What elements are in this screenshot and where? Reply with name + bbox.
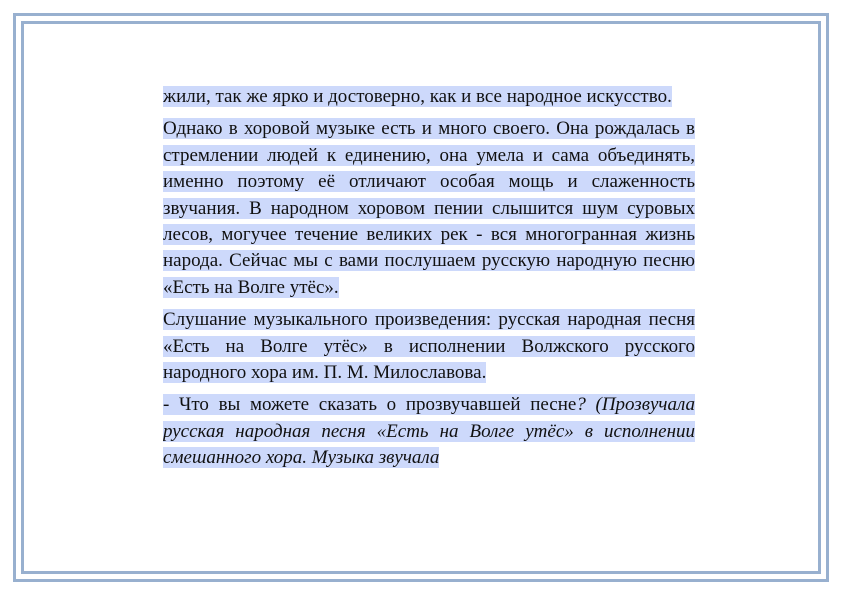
paragraph-3 (163, 307, 695, 386)
paragraph-2 (163, 116, 695, 301)
paragraph-1-text: жили, так же ярко и достоверно, как и все народное искусство. (163, 86, 672, 107)
paragraph-1 (163, 84, 695, 110)
paragraph-4-text (163, 394, 695, 468)
paragraph-4-question: - Что вы можете сказать о прозвучавшей песне (163, 394, 577, 416)
paragraph-3-text: Слушание музыкального произведения: русская народная песня «Есть на Волге утёс» в исполнении Волжского русского народного хора им. П. М. Милославова. (163, 309, 695, 384)
paragraph-4 (163, 392, 695, 471)
paragraph-2-text: Однако в хоровой музыке есть и много своего. Она рождалась в стремлении людей к единению, она умела и сама объединять, именно поэтому её отличают особая мощь и слаженность звучания. В народном хоровом пении слышится шум суровых лесов, могучее течение великих рек - вся многогранная жизнь народа. Сейчас мы с вами послушаем русскую народную песню «Есть на Волге утёс». (163, 118, 695, 298)
paragraph-4-italic-answer: ? (Прозвучала русская народная песня «Есть на Волге утёс» в исполнении смешанного хора. Музыка звучала (163, 394, 695, 469)
document-text-block (163, 84, 695, 553)
